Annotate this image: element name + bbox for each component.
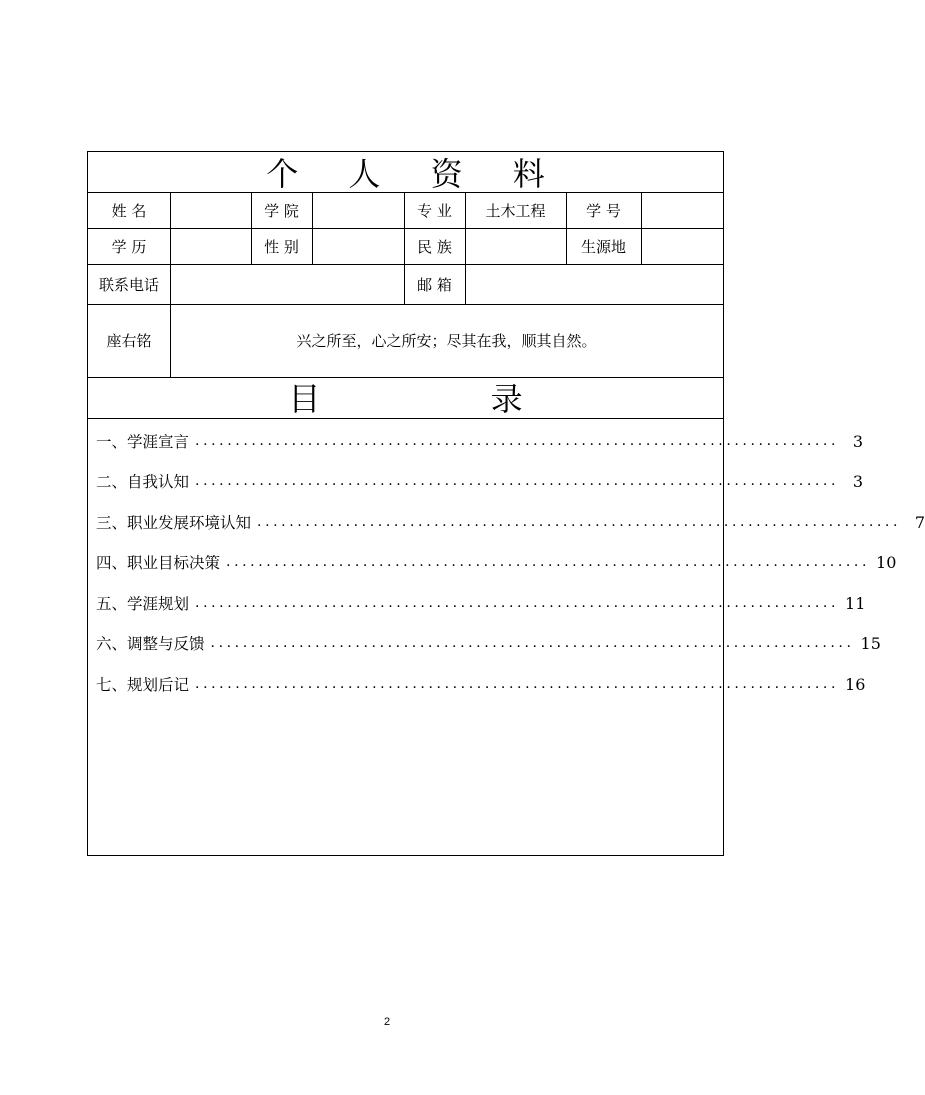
profile-title-char: 个	[266, 155, 299, 193]
toc-entry[interactable]	[96, 469, 864, 493]
toc-leader-dots: ................................................................................	[226, 554, 871, 570]
ethnicity-label: 民 族	[417, 237, 452, 256]
origin-value[interactable]	[641, 228, 723, 264]
page-number: 2	[383, 1016, 391, 1028]
toc-title-char: 目	[288, 380, 321, 418]
profile-toc-frame	[87, 151, 925, 856]
toc-leader-dots: ................................................................................	[195, 473, 840, 489]
toc-entry[interactable]	[96, 550, 897, 574]
toc-entry[interactable]	[96, 591, 866, 615]
name-value[interactable]	[170, 192, 251, 228]
phone-label: 联系电话	[98, 275, 159, 294]
toc-entry-page: 11	[845, 593, 866, 613]
toc-entry-label: 二、自我认知	[96, 473, 190, 491]
major-label: 专 业	[417, 201, 452, 220]
toc-leader-dots: ................................................................................	[195, 676, 840, 692]
toc-entry-label: 四、职业目标决策	[96, 554, 221, 572]
profile-title-char: 料	[512, 155, 545, 193]
major-value[interactable]: 土木工程	[485, 201, 546, 220]
toc-leader-dots: ................................................................................	[195, 595, 840, 611]
row-divider	[88, 377, 723, 378]
toc-leader-dots: ................................................................................	[210, 635, 855, 651]
toc-entry[interactable]	[96, 672, 866, 696]
toc-entry-label: 六、调整与反馈	[96, 635, 205, 653]
name-label: 姓 名	[111, 201, 147, 220]
toc-entry-page: 7	[914, 512, 925, 532]
toc-entry-page: 3	[852, 471, 864, 491]
student-id-label: 学 号	[586, 201, 621, 220]
toc-entry-label: 三、职业发展环境认知	[96, 514, 252, 532]
email-label: 邮 箱	[417, 275, 452, 294]
motto-label: 座右铭	[106, 332, 152, 350]
toc-leader-dots: ................................................................................	[257, 514, 902, 530]
row-divider	[88, 418, 723, 419]
education-label: 学 历	[111, 237, 147, 256]
education-value[interactable]	[170, 228, 251, 264]
toc-entry-label: 七、规划后记	[96, 676, 190, 694]
toc-entry[interactable]	[96, 631, 881, 655]
ethnicity-value[interactable]	[465, 228, 566, 264]
motto-value: 兴之所至，心之所安；尽其在我，顺其自然。	[296, 332, 597, 350]
toc-entry[interactable]	[96, 429, 864, 453]
college-label: 学 院	[264, 201, 299, 220]
toc-entry-page: 10	[876, 552, 897, 572]
profile-title-char: 资	[430, 155, 463, 193]
phone-value[interactable]	[170, 264, 404, 304]
toc-entry-label: 五、学涯规划	[96, 595, 190, 613]
origin-label: 生源地	[580, 237, 626, 256]
college-value[interactable]	[312, 192, 404, 228]
toc-entry-label: 一、学涯宣言	[96, 433, 190, 451]
profile-title	[88, 155, 723, 193]
toc-title	[88, 380, 723, 418]
toc-title-char: 录	[490, 380, 523, 418]
email-value[interactable]	[465, 264, 723, 304]
gender-value[interactable]	[312, 228, 404, 264]
toc-entry-page: 3	[852, 431, 864, 451]
gender-label: 性 别	[264, 237, 299, 256]
student-id-value[interactable]	[641, 192, 723, 228]
toc-leader-dots: ................................................................................	[195, 433, 840, 449]
toc-entry[interactable]	[96, 510, 925, 534]
toc-entry-page: 16	[845, 674, 866, 694]
profile-title-char: 人	[348, 155, 381, 193]
toc-entry-page: 15	[860, 633, 881, 653]
